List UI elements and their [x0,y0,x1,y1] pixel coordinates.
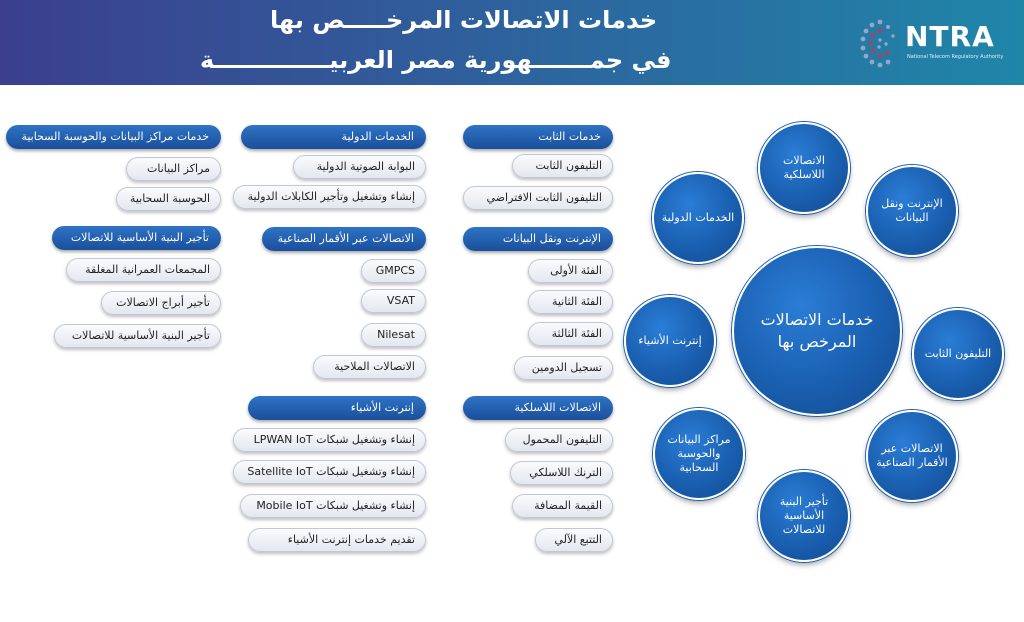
header-iot: إنترنت الأشياء [248,396,426,420]
item-category-2: الفئة الثانية [528,290,613,314]
node-infrastructure: تأجير البنية الأساسية للاتصالات [758,470,850,562]
item-navigation-comms: الاتصالات الملاحية [313,355,426,379]
header-wireless: الاتصالات اللاسلكية [463,396,613,420]
header-datacenters: خدمات مراكز البيانات والحوسبة السحابية [6,125,221,149]
item-vsat: VSAT [361,289,426,313]
header-banner [0,0,1024,85]
ntra-logo [855,14,1005,74]
node-internet-data: الإنترنت ونقل البيانات [866,165,958,257]
node-satellite: الاتصالات عبر الأقمار الصناعية [866,410,958,502]
item-wireless-trunk: الترنك اللاسلكي [510,461,613,485]
item-mobile-iot: إنشاء وتشغيل شبكات Mobile IoT [240,494,426,518]
item-intl-cables: إنشاء وتشغيل وتأجير الكابلات الدولية [233,185,426,209]
item-domain-registration: تسجيل الدومين [514,356,613,380]
item-infrastructure-leasing: تأجير البنية الأساسية للاتصالات [54,324,221,348]
item-fixed-phone: التليفون الثابت [512,154,613,178]
node-fixed-phone: التليفون الثابت [912,308,1004,400]
item-gmpcs: GMPCS [361,259,426,283]
item-intl-voice-gateway: البوابة الصوتية الدولية [293,155,426,179]
header-satellite: الاتصالات عبر الأقمار الصناعية [262,227,426,251]
item-cloud-computing: الحوسبة السحابية [116,187,221,211]
item-satellite-iot: إنشاء وتشغيل شبكات Satellite IoT [233,460,426,484]
node-wireless: الاتصالات اللاسلكية [758,122,850,214]
header-fixed-services: خدمات الثابت [463,125,613,149]
logo-subtitle: National Telecom Regulatory Authority [907,54,1004,60]
node-international: الخدمات الدولية [652,172,744,264]
center-circle: خدمات الاتصالات المرخص بها [732,246,902,416]
item-mobile-phone: التليفون المحمول [505,428,613,452]
item-lpwan-iot: إنشاء وتشغيل شبكات LPWAN IoT [233,428,426,452]
item-nilesat: Nilesat [361,323,426,347]
item-gated-communities: المجمعات العمرانية المغلقة [66,258,221,282]
header-international: الخدمات الدولية [241,125,426,149]
node-datacenters: مراكز البيانات والحوسبة السحابية [653,408,745,500]
page-title-line1: خدمات الاتصالات المرخـــــص بها [270,6,658,34]
item-category-1: الفئة الأولى [528,259,613,283]
page-title-line2: في جمـــــــهورية مصر العربيــــــــــــــة [200,46,672,74]
node-iot: إنترنت الأشياء [624,295,716,387]
item-virtual-fixed-phone: التليفون الثابت الافتراضي [463,186,613,210]
logo-dots-icon [855,14,905,74]
item-value-added: القيمة المضافة [512,494,613,518]
item-data-centers: مراكز البيانات [126,157,221,181]
item-iot-services: تقديم خدمات إنترنت الأشياء [248,528,426,552]
header-infrastructure: تأجير البنية الأساسية للاتصالات [52,226,221,250]
header-internet-data: الإنترنت ونقل البيانات [463,227,613,251]
item-auto-tracking: التتبع الآلي [535,528,613,552]
logo-text: NTRA [905,20,995,53]
item-category-3: الفئة الثالثة [528,322,613,346]
item-tower-leasing: تأجير أبراج الاتصالات [101,291,221,315]
